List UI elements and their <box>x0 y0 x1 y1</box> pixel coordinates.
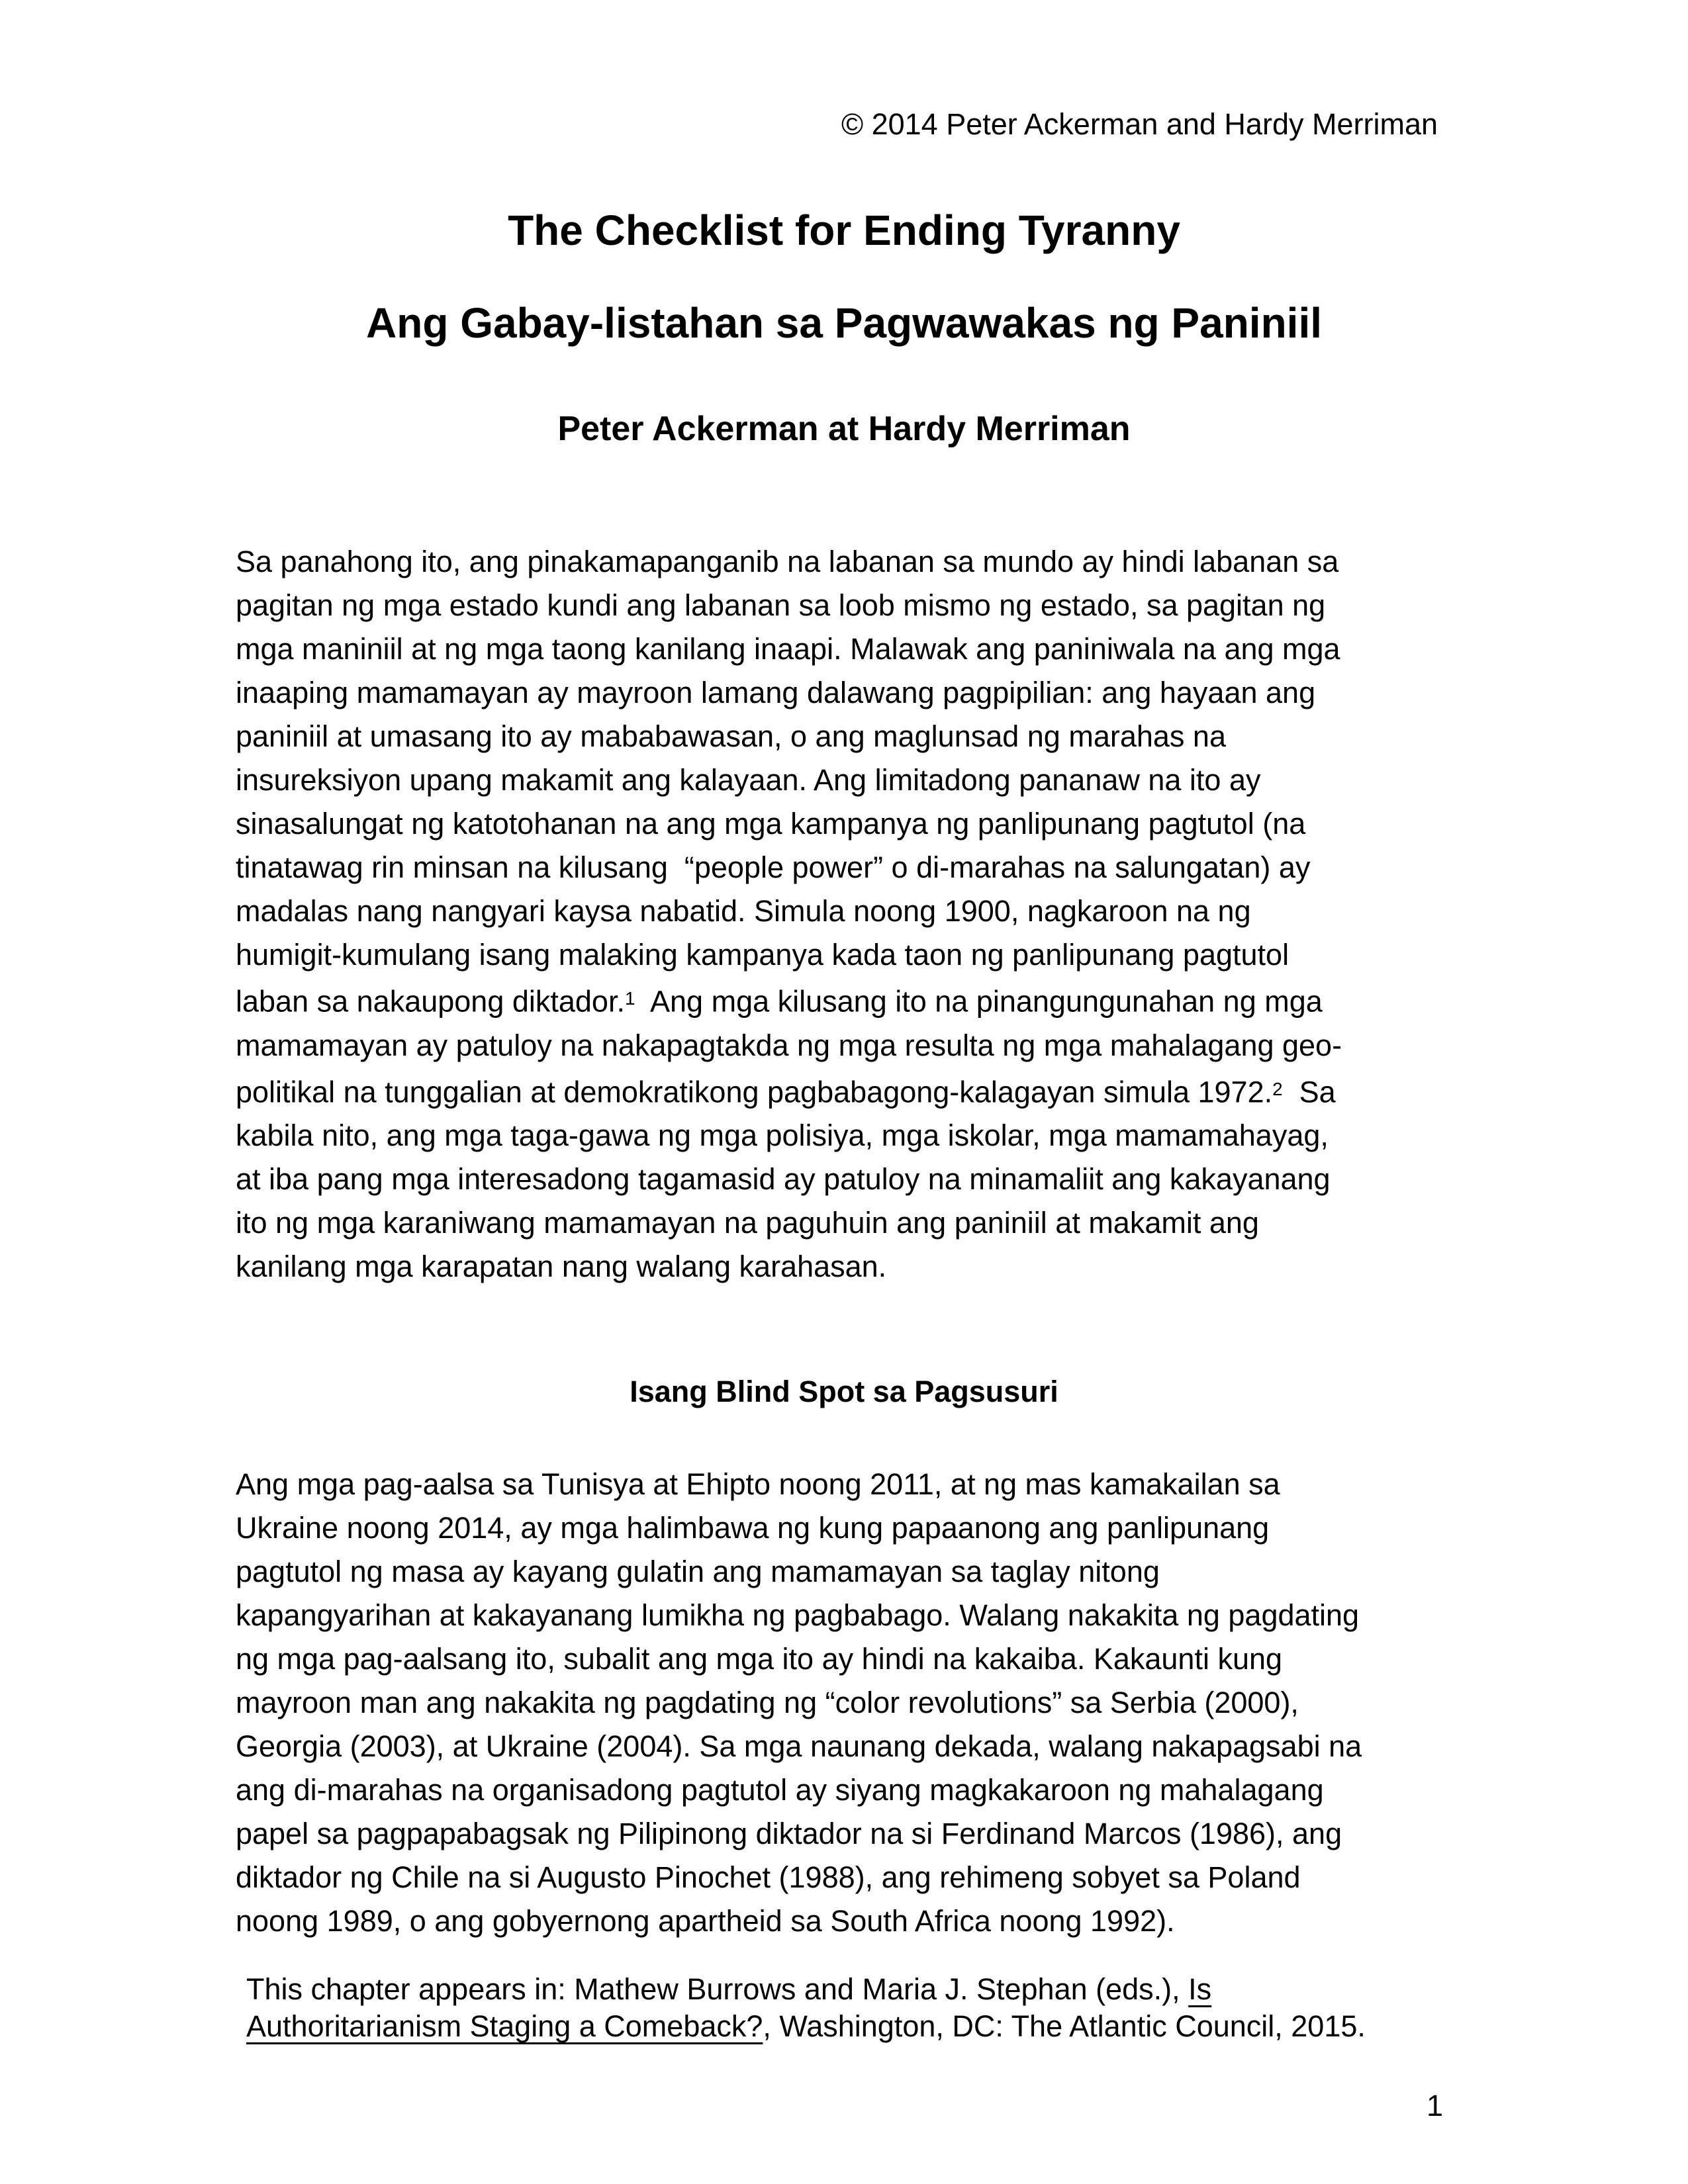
section-heading: Isang Blind Spot sa Pagsusuri <box>630 1375 1058 1408</box>
text-line: mamamayan ay patuloy na nakapagtakda ng mga resulta ng mga mahalagang geo- <box>236 1028 1342 1062</box>
footnote <box>246 1971 1366 2045</box>
footnote-reference: 2 <box>1272 1078 1283 1099</box>
text-line: sinasalungat ng katotohanan na ang mga kampanya ng panlipunang pagtutol (na <box>236 807 1306 841</box>
text-line: insureksiyon upang makamit ang kalayaan. Ang limitadong pananaw na ito ay <box>236 763 1261 797</box>
text-line: kabila nito, ang mga taga-gawa ng mga polisiya, mga iskolar, mga mamamahayag, <box>236 1118 1329 1153</box>
text-line: humigit-kumulang isang malaking kampanya kada taon ng panlipunang pagtutol <box>236 938 1289 972</box>
text-line: Georgia (2003), at Ukraine (2004). Sa mga naunang dekada, walang nakapagsabi na <box>236 1729 1362 1763</box>
text-line: ng mga pag-aalsang ito, subalit ang mga ito ay hindi na kakaiba. Kakaunti kung <box>236 1642 1283 1676</box>
text-line: laban sa nakaupong diktador.$^1$ Ang mga kilusang ito na pinangungunahan ng mga <box>236 984 1323 1019</box>
text-line: pagtutol ng masa ay kayang gulatin ang mamamayan sa taglay nitong <box>236 1555 1160 1588</box>
text-line: Sa panahong ito, ang pinakamapanganib na labanan sa mundo ay hindi labanan sa <box>236 545 1339 578</box>
text-line: tinatawag rin minsan na kilusang “people power” o di-marahas na salungatan) ay <box>236 850 1311 884</box>
text-line: kapangyarihan at kakayanang lumikha ng pagbabago. Walang nakakita ng pagdating <box>236 1598 1360 1632</box>
document-title-filipino: Ang Gabay-listahan sa Pagwawakas ng Paniniil <box>366 299 1322 347</box>
text-line: ito ng mga karaniwang mamamayan na paguhuin ang paniniil at makamit ang <box>236 1206 1259 1240</box>
text-line: paniniil at umasang ito ay mababawasan, o ang maglunsad ng marahas na <box>236 719 1226 753</box>
text-line: madalas nang nangyari kaysa nabatid. Simula noong 1900, nagkaroon na ng <box>236 894 1251 928</box>
text-line: papel sa pagpapabagsak ng Pilipinong diktador na si Ferdinand Marcos (1986), ang <box>236 1817 1342 1850</box>
text-line: noong 1989, o ang gobyernong apartheid sa South Africa noong 1992). <box>236 1904 1175 1938</box>
text-line: Authoritarianism Staging a Comeback?, Washington, DC: The Atlantic Council, 2015. <box>246 2009 1366 2043</box>
paragraph-2 <box>236 1463 1362 1943</box>
text-line: politikal na tunggalian at demokratikong pagbabagong-kalagayan simula 1972.$^2$ Sa <box>236 1075 1336 1109</box>
text-line: Ang mga pag-aalsa sa Tunisya at Ehipto noong 2011, at ng mas kamakailan sa <box>236 1467 1280 1501</box>
text-line: inaaping mamamayan ay mayroon lamang dalawang pagpipilian: ang hayaan ang <box>236 676 1316 709</box>
text-line: mayroon man ang nakakita ng pagdating ng “color revolutions” sa Serbia (2000), <box>236 1686 1299 1719</box>
text-line: kanilang mga karapatan nang walang karahasan. <box>236 1250 887 1284</box>
text-line: at iba pang mga interesadong tagamasid ay patuloy na minamaliit ang kakayanang <box>236 1162 1331 1197</box>
copyright-line: © 2014 Peter Ackerman and Hardy Merriman <box>841 107 1438 141</box>
author-byline: Peter Ackerman at Hardy Merriman <box>557 410 1131 448</box>
footnote-reference: 1 <box>624 988 635 1009</box>
text-line: mga maniniil at ng mga taong kanilang inaapi. Malawak ang paniniwala na ang mga <box>236 632 1340 666</box>
text-line: This chapter appears in: Mathew Burrows and Maria J. Stephan (eds.), Is <box>246 1972 1212 2006</box>
text-line: ang di-marahas na organisadong pagtutol ay siyang magkakaroon ng mahalagang <box>236 1773 1324 1807</box>
text-line: Ukraine noong 2014, ay mga halimbawa ng kung papaanong ang panlipunang <box>236 1511 1270 1545</box>
page-number: 1 <box>1426 2089 1443 2122</box>
text-line: diktador ng Chile na si Augusto Pinochet (1988), ang rehimeng sobyet sa Poland <box>236 1860 1301 1894</box>
underlined-text: Authoritarianism Staging a Comeback? <box>246 2009 763 2043</box>
underlined-text: Is <box>1188 1972 1212 2006</box>
text-line: pagitan ng mga estado kundi ang labanan sa loob mismo ng estado, sa pagitan ng <box>236 588 1326 622</box>
document-title-english: The Checklist for Ending Tyranny <box>508 206 1180 254</box>
paragraph-1 <box>236 540 1342 1289</box>
